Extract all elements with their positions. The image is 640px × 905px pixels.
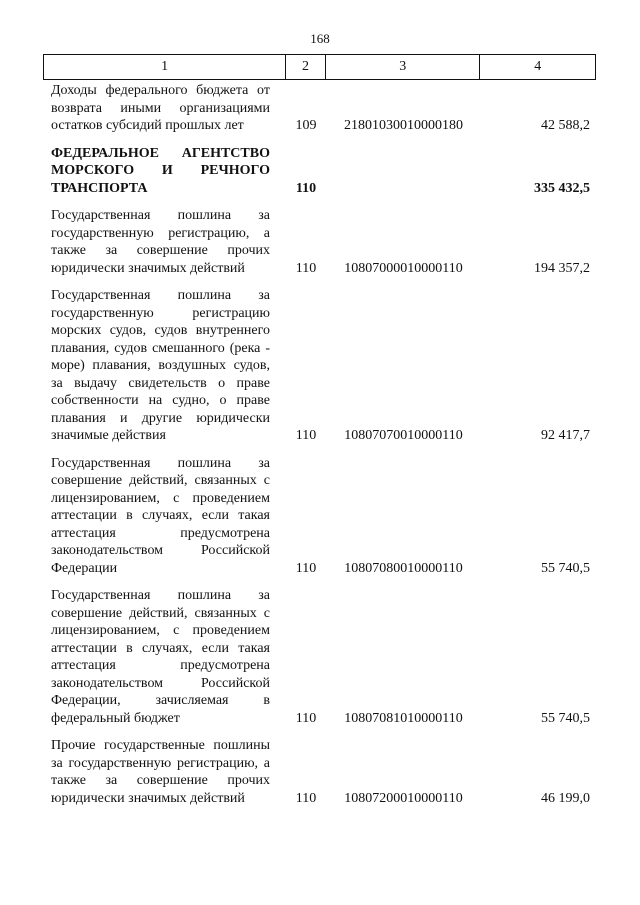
row-kbk: 10807200010000110 [344, 790, 463, 806]
row-code: 110 [295, 428, 317, 443]
row-code: 109 [295, 118, 317, 133]
table-row [43, 145, 596, 198]
row-name: Доходы федерального бюджета от возврата иными организациями остатков субсидий прошлых лет [51, 83, 270, 133]
row-amount: 92 417,7 [541, 428, 590, 443]
row-name: Прочие государственные пошлины за государственную регистрацию, а также за совершение прочих юридически значимых действий [51, 738, 270, 806]
table-row [43, 207, 596, 277]
header-cell-2: 2 [286, 55, 326, 79]
row-amount: 55 740,5 [541, 710, 590, 726]
page-number: 168 [310, 31, 330, 46]
row-name: Государственная пошлина за государственную регистрацию морских судов, судов внутреннего плавания, судов смешанного (река - море) плавания, воздушных судов, за выдачу свидетельств о праве собственности на судно, о праве плавания и другие юридически значимые действия [51, 288, 270, 443]
row-code: 110 [295, 180, 317, 196]
header-cell-4: 4 [534, 59, 542, 74]
table-row [43, 287, 596, 445]
header-cell-1: 1 [44, 55, 286, 79]
table-body [43, 82, 596, 817]
row-name: Государственная пошлина за совершение действий, связанных с лицензированием, с проведением аттестации в случаях, если такая аттестация предусмотрена законодательством Российской Федерации, зачисляемая в федеральный бюджет [51, 588, 270, 726]
header-cell-3: 3 [326, 55, 480, 79]
row-kbk: 21801030010000180 [344, 118, 463, 133]
row-code: 110 [295, 710, 317, 726]
table-row [43, 587, 596, 727]
row-code: 110 [295, 260, 317, 276]
row-kbk: 10807080010000110 [344, 560, 463, 576]
row-code: 110 [295, 560, 317, 576]
table-row [43, 82, 596, 135]
row-amount: 46 199,0 [541, 790, 590, 806]
row-amount: 335 432,5 [534, 180, 590, 196]
row-name: Государственная пошлина за совершение действий, связанных с лицензированием, с проведением аттестации в случаях, если такая аттестация предусмотрена законодательством Российской Федерации [51, 455, 270, 576]
row-name: Государственная пошлина за государственную регистрацию, а также за совершение прочих юридически значимых действий [51, 208, 270, 276]
row-kbk: 10807081010000110 [344, 710, 463, 726]
table-row [43, 455, 596, 578]
row-code: 110 [295, 790, 317, 806]
table-row [43, 737, 596, 807]
row-kbk: 10807070010000110 [344, 428, 463, 443]
row-kbk: 10807000010000110 [344, 260, 463, 276]
row-amount: 42 588,2 [541, 118, 590, 133]
table-header [43, 54, 596, 80]
row-amount: 55 740,5 [541, 560, 590, 576]
row-amount: 194 357,2 [534, 260, 590, 276]
row-name: ФЕДЕРАЛЬНОЕ АГЕНТСТВО МОРСКОГО И РЕЧНОГО ТРАНСПОРТА [51, 145, 270, 196]
